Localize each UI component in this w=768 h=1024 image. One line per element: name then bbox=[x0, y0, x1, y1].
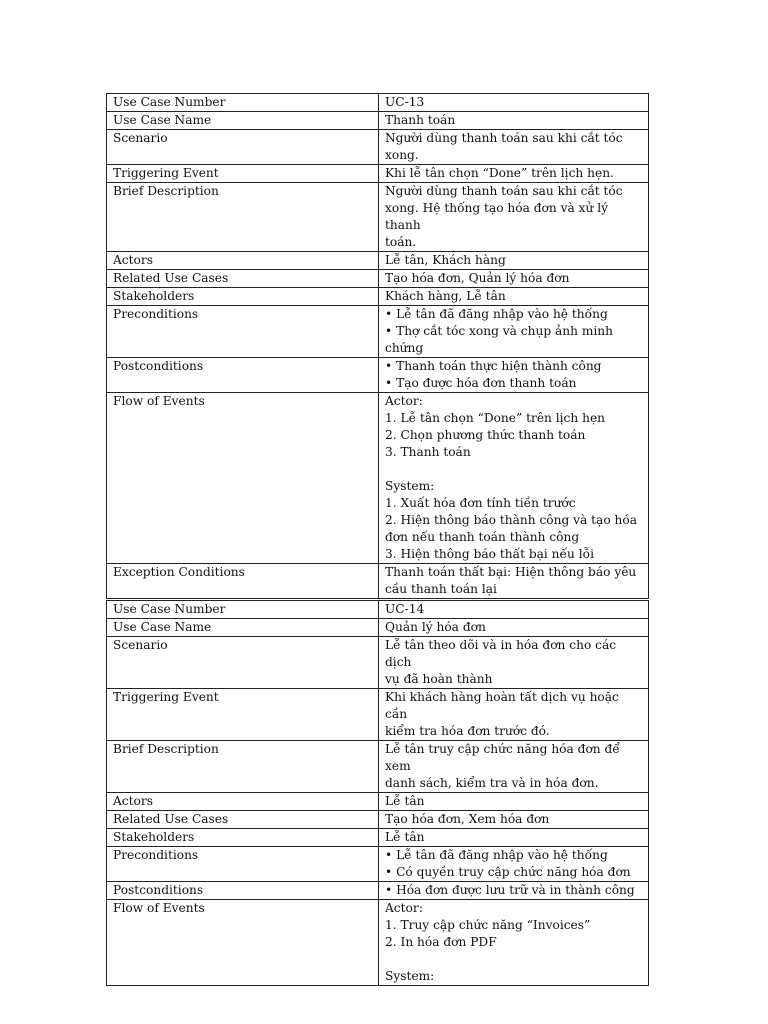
value-line: toán. bbox=[385, 235, 417, 249]
value-line: 1. Lễ tân chọn “Done” trên lịch hẹn bbox=[385, 411, 606, 425]
field-label: Flow of Events bbox=[107, 900, 379, 986]
value-line: xong. Hệ thống tạo hóa đơn và xử lý thanh bbox=[385, 201, 612, 232]
value-line: cầu thanh toán lại bbox=[385, 582, 497, 596]
field-label: Use Case Number bbox=[107, 601, 379, 619]
table-row bbox=[107, 270, 649, 288]
field-label: Brief Description bbox=[107, 741, 379, 793]
value-line: 2. Hiện thông báo thành công và tạo hóa bbox=[385, 513, 637, 527]
value-line: Người dùng thanh toán sau khi cắt tóc bbox=[385, 131, 623, 145]
field-label: Exception Conditions bbox=[107, 564, 379, 599]
value-line: • Có quyền truy cập chức năng hóa đơn bbox=[385, 865, 631, 879]
table-row bbox=[107, 601, 649, 619]
value-line: 2. Chọn phương thức thanh toán bbox=[385, 428, 586, 442]
value-line: • Thanh toán thực hiện thành công bbox=[385, 359, 602, 373]
value-line: đơn nếu thanh toán thành công bbox=[385, 530, 580, 544]
table-row bbox=[107, 130, 649, 165]
field-value bbox=[379, 183, 649, 252]
field-label: Actors bbox=[107, 252, 379, 270]
use-case-table-uc-13 bbox=[106, 93, 649, 599]
field-label: Preconditions bbox=[107, 847, 379, 882]
value-line: System: bbox=[385, 479, 435, 493]
value-line: Actor: bbox=[385, 394, 423, 408]
use-case-table-uc-14 bbox=[106, 600, 649, 986]
field-label: Stakeholders bbox=[107, 829, 379, 847]
field-label: Related Use Cases bbox=[107, 270, 379, 288]
field-value bbox=[379, 130, 649, 165]
field-value bbox=[379, 882, 649, 900]
field-value bbox=[379, 165, 649, 183]
table-row bbox=[107, 306, 649, 358]
field-value bbox=[379, 847, 649, 882]
table-row bbox=[107, 564, 649, 599]
value-line: Actor: bbox=[385, 901, 423, 915]
value-line: Quản lý hóa đơn bbox=[385, 620, 486, 634]
field-value bbox=[379, 94, 649, 112]
value-line: xong. bbox=[385, 148, 419, 162]
field-value bbox=[379, 793, 649, 811]
field-label: Stakeholders bbox=[107, 288, 379, 306]
value-line: UC-13 bbox=[385, 95, 425, 109]
table-row bbox=[107, 183, 649, 252]
table-row bbox=[107, 165, 649, 183]
table-row bbox=[107, 619, 649, 637]
value-line: Lễ tân bbox=[385, 794, 425, 808]
table-row bbox=[107, 112, 649, 130]
table-row bbox=[107, 829, 649, 847]
value-line: 2. In hóa đơn PDF bbox=[385, 935, 497, 949]
table-row bbox=[107, 741, 649, 793]
field-label: Triggering Event bbox=[107, 689, 379, 741]
field-label: Flow of Events bbox=[107, 393, 379, 564]
value-line: 3. Hiện thông báo thất bại nếu lỗi bbox=[385, 547, 595, 561]
field-label: Scenario bbox=[107, 130, 379, 165]
field-value bbox=[379, 270, 649, 288]
field-value bbox=[379, 288, 649, 306]
value-line: Tạo hóa đơn, Quản lý hóa đơn bbox=[385, 271, 570, 285]
field-label: Use Case Name bbox=[107, 619, 379, 637]
field-label: Postconditions bbox=[107, 358, 379, 393]
table-row bbox=[107, 882, 649, 900]
table-row bbox=[107, 900, 649, 986]
field-value bbox=[379, 112, 649, 130]
value-line: • Tạo được hóa đơn thanh toán bbox=[385, 376, 577, 390]
field-value bbox=[379, 358, 649, 393]
value-line: Khi lễ tân chọn “Done” trên lịch hẹn. bbox=[385, 166, 614, 180]
field-value bbox=[379, 564, 649, 599]
table-row bbox=[107, 847, 649, 882]
field-value bbox=[379, 252, 649, 270]
field-value bbox=[379, 829, 649, 847]
table-row bbox=[107, 252, 649, 270]
value-line: • Thợ cắt tóc xong và chụp ảnh minh bbox=[385, 324, 614, 338]
blank-line bbox=[385, 461, 642, 478]
value-line: Khi khách hàng hoàn tất dịch vụ hoặc cần bbox=[385, 690, 623, 721]
field-label: Brief Description bbox=[107, 183, 379, 252]
value-line: Thanh toán bbox=[385, 113, 456, 127]
value-line: Khách hàng, Lễ tân bbox=[385, 289, 506, 303]
value-line: • Lễ tân đã đăng nhập vào hệ thống bbox=[385, 307, 608, 321]
field-label: Use Case Name bbox=[107, 112, 379, 130]
field-value bbox=[379, 811, 649, 829]
value-line: 1. Xuất hóa đơn tính tiền trước bbox=[385, 496, 576, 510]
value-line: chứng bbox=[385, 341, 424, 355]
field-value bbox=[379, 393, 649, 564]
table-row bbox=[107, 393, 649, 564]
value-line: UC-14 bbox=[385, 602, 425, 616]
field-label: Postconditions bbox=[107, 882, 379, 900]
table-row bbox=[107, 637, 649, 689]
table-row bbox=[107, 811, 649, 829]
field-value bbox=[379, 619, 649, 637]
field-label: Scenario bbox=[107, 637, 379, 689]
field-label: Related Use Cases bbox=[107, 811, 379, 829]
field-value bbox=[379, 601, 649, 619]
value-line: Lễ tân truy cập chức năng hóa đơn để xem bbox=[385, 742, 624, 773]
value-line: vụ đã hoàn thành bbox=[385, 672, 493, 686]
value-line: Tạo hóa đơn, Xem hóa đơn bbox=[385, 812, 550, 826]
table-row bbox=[107, 689, 649, 741]
value-line: • Lễ tân đã đăng nhập vào hệ thống bbox=[385, 848, 608, 862]
field-label: Use Case Number bbox=[107, 94, 379, 112]
value-line: Lễ tân theo dõi và in hóa đơn cho các dịch bbox=[385, 638, 620, 669]
field-label: Preconditions bbox=[107, 306, 379, 358]
table-row bbox=[107, 358, 649, 393]
table-row bbox=[107, 288, 649, 306]
field-value bbox=[379, 689, 649, 741]
blank-line bbox=[385, 951, 642, 968]
value-line: Lễ tân, Khách hàng bbox=[385, 253, 506, 267]
field-label: Actors bbox=[107, 793, 379, 811]
field-value bbox=[379, 900, 649, 986]
value-line: Lễ tân bbox=[385, 830, 425, 844]
value-line: Thanh toán thất bại: Hiện thông báo yêu bbox=[385, 565, 637, 579]
value-line: danh sách, kiểm tra và in hóa đơn. bbox=[385, 776, 599, 790]
value-line: • Hóa đơn được lưu trữ và in thành công bbox=[385, 883, 635, 897]
value-line: kiểm tra hóa đơn trước đó. bbox=[385, 724, 550, 738]
value-line: System: bbox=[385, 969, 435, 983]
field-value bbox=[379, 637, 649, 689]
field-label: Triggering Event bbox=[107, 165, 379, 183]
field-value bbox=[379, 306, 649, 358]
table-row bbox=[107, 793, 649, 811]
table-row bbox=[107, 94, 649, 112]
value-line: 1. Truy cập chức năng “Invoices” bbox=[385, 918, 591, 932]
value-line: 3. Thanh toán bbox=[385, 445, 471, 459]
value-line: Người dùng thanh toán sau khi cắt tóc bbox=[385, 184, 623, 198]
field-value bbox=[379, 741, 649, 793]
